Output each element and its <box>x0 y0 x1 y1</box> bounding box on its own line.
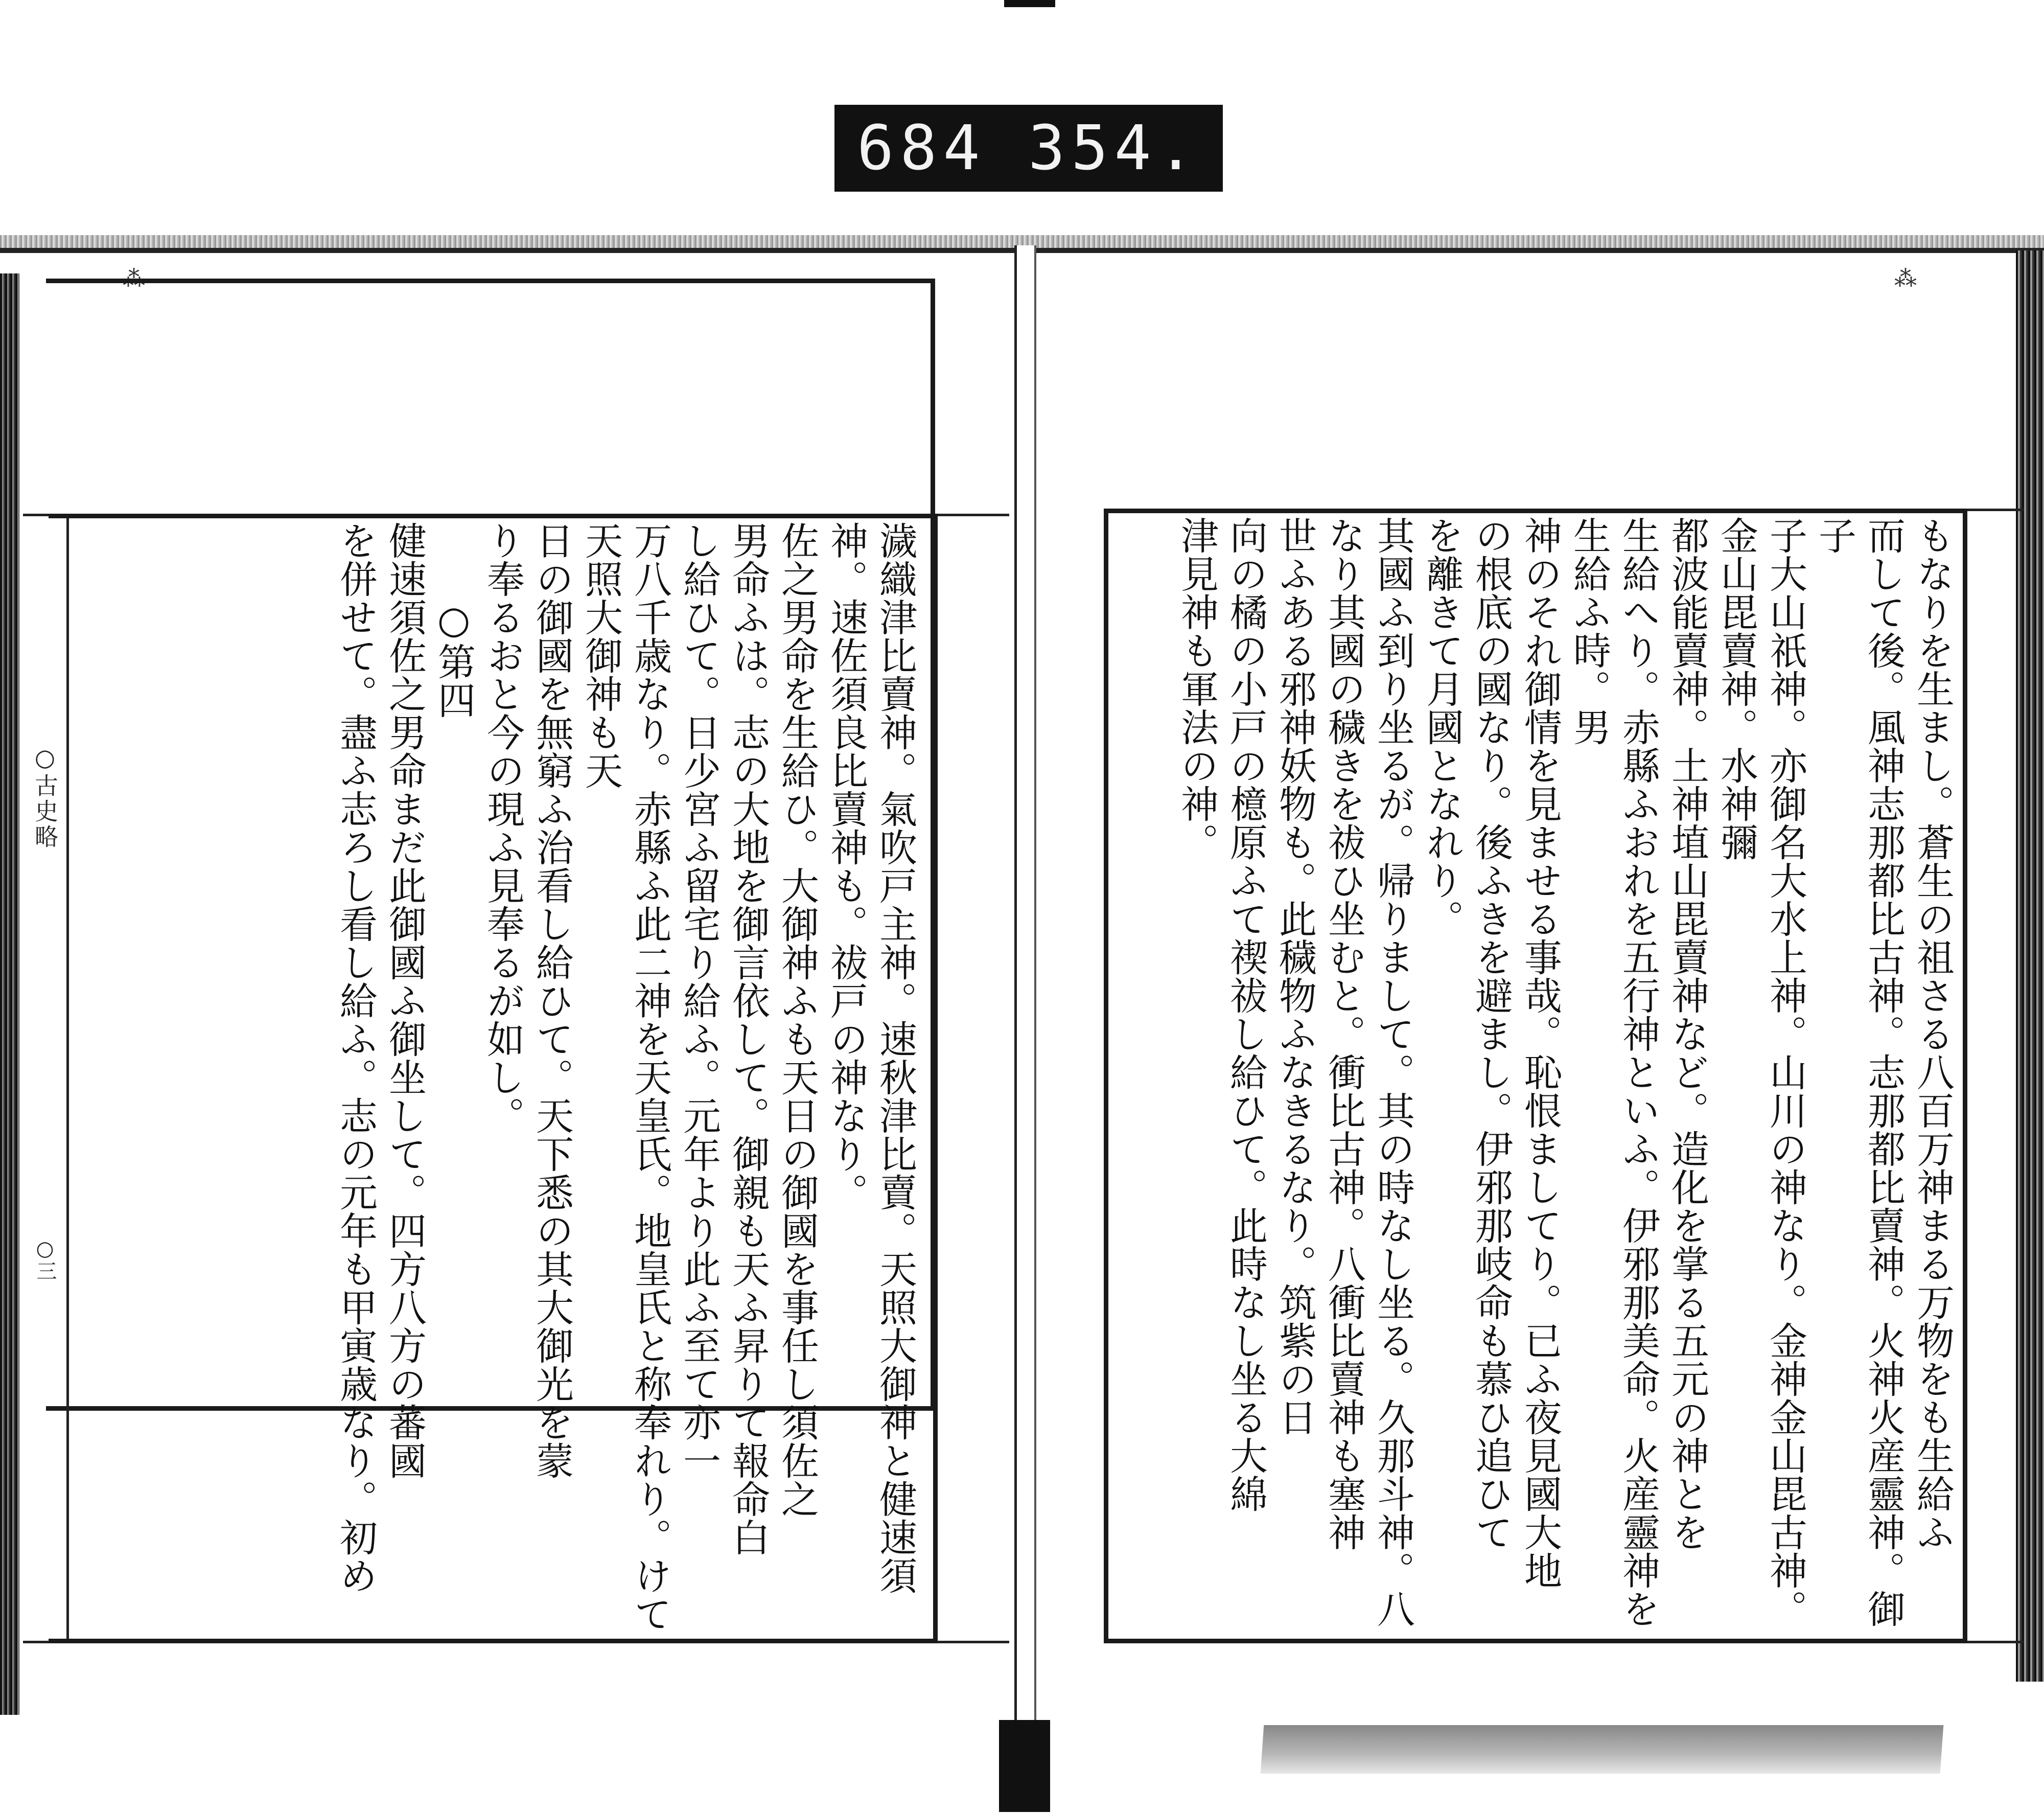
book-spine <box>1014 245 1036 1728</box>
ornament-mark-icon: ⁂ <box>123 266 145 292</box>
page-number: ○三 <box>33 1237 57 1281</box>
spine-shadow <box>999 1720 1050 1812</box>
right-page-edge <box>2016 250 2044 1682</box>
left-body-border <box>49 514 938 1643</box>
stamp-number-left: 684 <box>857 112 986 184</box>
stamp-number-right: 354. <box>1028 112 1200 184</box>
left-page-body-text: 濊織津比賣神。氣吹戸主神。速秋津比賣。天照大御神と健速須 神。速佐須良比賣神も。祓戸の神なり。 佐之男命を生給ひ。大御神ふも天日の御國を事任し須佐之 男命ふは。志の大地を御言依して。御親も天ふ昇りて報命白 し給ひて。日少宮ふ留宅り給ふ。元年より此ふ至て亦一 万八千歳なり。赤縣ふ此二神を天皇氏。地皇氏と称奉れり。けて天照大御神も天 日の御國を無窮ふ治看し給ひて。天下悉の其大御光を蒙 り奉るおと今の現ふ見奉るが如し。 ○第四 健速須佐之男命まだ此御國ふ御坐して。四方八方の蕃國 を併せて。盡ふ志ろし看し給ふ。志の元年も甲寅歳なり。初め <box>334 521 917 1633</box>
left-page-edge <box>0 273 19 1715</box>
bottom-shadow <box>1261 1725 1944 1774</box>
right-page-body-text: もなりを生まし。蒼生の祖さる八百万神まる万物をも生給ふ 而して後。風神志那都比古神。志那都比賣神。火神火産靈神。御子 子大山祇神。亦御名大水上神。山川の神なり。金神金山毘古神。金山毘賣神。水神彌 都波能賣神。土神埴山毘賣神など。造化を掌る五元の神とを 生給へり。赤縣ふおれを五行神といふ。伊邪那美命。火産靈神を生給ふ時。男 神のそれ御情を見ませる事哉。恥恨ましてり。已ふ夜見國大地 の根底の國なり。後ふきを避まし。伊邪那岐命も慕ひ追ひて を離きて月國となれり。 其國ふ到り坐るが。帰りまして。其の時なし坐る。久那斗神。八 なり其國の穢きを祓ひ坐むと。衝比古神。八衝比賣神も塞神 世ふある邪神妖物も。此穢物ふなきるなり。筑紫の日 向の橘の小戸の檍原ふて禊祓し給ひて。此時なし坐る大綿 津見神も軍法の神。 <box>1175 516 1955 1628</box>
ornament-mark-icon: ⁂ <box>1894 266 1917 292</box>
stamped-number-label <box>834 105 1223 192</box>
top-tab <box>1004 0 1055 7</box>
right-body-border <box>1104 509 1967 1643</box>
running-head: ○古史略 <box>31 744 59 850</box>
